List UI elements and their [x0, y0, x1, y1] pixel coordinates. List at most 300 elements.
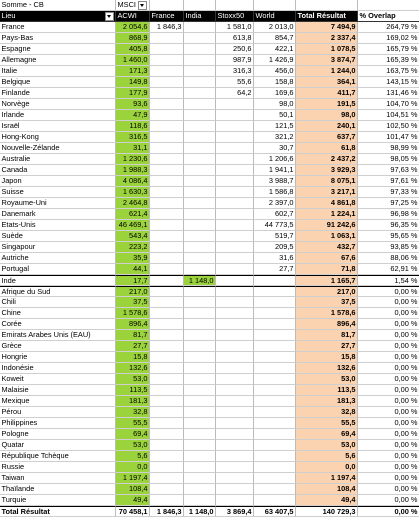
- cell-france[interactable]: [150, 352, 184, 363]
- cell-france[interactable]: [150, 55, 184, 66]
- cell-world[interactable]: [254, 363, 296, 374]
- cell-world[interactable]: 321,2: [254, 132, 296, 143]
- filter-dropdown-icon[interactable]: [105, 12, 114, 21]
- empty-cell[interactable]: [296, 0, 358, 11]
- cell-overlap[interactable]: 101,47 %: [358, 132, 419, 143]
- cell-india[interactable]: [184, 286, 216, 297]
- cell-total-resultat[interactable]: 217,0: [296, 286, 358, 297]
- cell-stoxx50[interactable]: [216, 143, 254, 154]
- cell-total-resultat[interactable]: 637,7: [296, 132, 358, 143]
- cell-lieu[interactable]: Corée: [0, 319, 116, 330]
- cell-india[interactable]: [184, 121, 216, 132]
- cell-india[interactable]: [184, 341, 216, 352]
- cell-acwi[interactable]: 405,8: [116, 44, 150, 55]
- cell-world[interactable]: 44 773,5: [254, 220, 296, 231]
- cell-india[interactable]: [184, 264, 216, 275]
- cell-lieu[interactable]: Suède: [0, 231, 116, 242]
- cell-acwi[interactable]: 31,1: [116, 143, 150, 154]
- cell-overlap[interactable]: 98,05 %: [358, 154, 419, 165]
- cell-lieu[interactable]: Australie: [0, 154, 116, 165]
- pivot-field-cell[interactable]: [116, 0, 150, 11]
- cell-total-resultat[interactable]: 1 244,0: [296, 66, 358, 77]
- cell-stoxx50[interactable]: 3 869,4: [216, 506, 254, 517]
- cell-france[interactable]: [150, 407, 184, 418]
- cell-france[interactable]: [150, 440, 184, 451]
- cell-india[interactable]: [184, 407, 216, 418]
- cell-lieu[interactable]: Emirats Arabes Unis (EAU): [0, 330, 116, 341]
- cell-india[interactable]: [184, 242, 216, 253]
- cell-india[interactable]: 1 148,0: [184, 506, 216, 517]
- cell-lieu[interactable]: Thaïlande: [0, 484, 116, 495]
- cell-stoxx50[interactable]: [216, 286, 254, 297]
- cell-overlap[interactable]: 0,00 %: [358, 407, 419, 418]
- cell-overlap[interactable]: 1,54 %: [358, 275, 419, 286]
- empty-cell[interactable]: [150, 0, 184, 11]
- header-acwi[interactable]: ACWI: [116, 11, 150, 22]
- cell-world[interactable]: 519,7: [254, 231, 296, 242]
- empty-cell[interactable]: [358, 0, 419, 11]
- cell-overlap[interactable]: 0,00 %: [358, 363, 419, 374]
- cell-acwi[interactable]: 896,4: [116, 319, 150, 330]
- cell-lieu[interactable]: Mexique: [0, 396, 116, 407]
- cell-overlap[interactable]: 264,79 %: [358, 22, 419, 33]
- cell-france[interactable]: [150, 374, 184, 385]
- cell-acwi[interactable]: 17,7: [116, 275, 150, 286]
- cell-acwi[interactable]: 177,9: [116, 88, 150, 99]
- cell-lieu[interactable]: Turquie: [0, 495, 116, 506]
- cell-lieu[interactable]: Autriche: [0, 253, 116, 264]
- cell-france[interactable]: [150, 308, 184, 319]
- cell-lieu[interactable]: Espagne: [0, 44, 116, 55]
- cell-france[interactable]: [150, 451, 184, 462]
- cell-total-resultat[interactable]: 15,8: [296, 352, 358, 363]
- cell-france[interactable]: [150, 154, 184, 165]
- cell-lieu[interactable]: République Tchèque: [0, 451, 116, 462]
- cell-france[interactable]: 1 846,3: [150, 506, 184, 517]
- cell-france[interactable]: [150, 341, 184, 352]
- cell-overlap[interactable]: 97,33 %: [358, 187, 419, 198]
- cell-overlap[interactable]: 0,00 %: [358, 286, 419, 297]
- cell-lieu[interactable]: Etats-Unis: [0, 220, 116, 231]
- cell-acwi[interactable]: 55,5: [116, 418, 150, 429]
- cell-world[interactable]: [254, 495, 296, 506]
- cell-total-resultat[interactable]: 32,8: [296, 407, 358, 418]
- cell-lieu[interactable]: Chili: [0, 297, 116, 308]
- cell-india[interactable]: [184, 319, 216, 330]
- cell-india[interactable]: [184, 132, 216, 143]
- cell-total-resultat[interactable]: 181,3: [296, 396, 358, 407]
- cell-stoxx50[interactable]: [216, 176, 254, 187]
- cell-total-resultat[interactable]: 67,6: [296, 253, 358, 264]
- cell-acwi[interactable]: 47,9: [116, 110, 150, 121]
- cell-stoxx50[interactable]: [216, 165, 254, 176]
- cell-france[interactable]: [150, 462, 184, 473]
- cell-total-resultat[interactable]: 432,7: [296, 242, 358, 253]
- cell-india[interactable]: [184, 308, 216, 319]
- cell-overlap[interactable]: 88,06 %: [358, 253, 419, 264]
- cell-world[interactable]: 422,1: [254, 44, 296, 55]
- empty-cell[interactable]: [254, 0, 296, 11]
- cell-overlap[interactable]: 0,00 %: [358, 374, 419, 385]
- cell-overlap[interactable]: 165,79 %: [358, 44, 419, 55]
- cell-overlap[interactable]: 97,25 %: [358, 198, 419, 209]
- header-india[interactable]: India: [184, 11, 216, 22]
- cell-india[interactable]: [184, 66, 216, 77]
- cell-overlap[interactable]: 0,00 %: [358, 352, 419, 363]
- cell-lieu[interactable]: Finlande: [0, 88, 116, 99]
- cell-stoxx50[interactable]: 316,3: [216, 66, 254, 77]
- cell-world[interactable]: [254, 484, 296, 495]
- cell-india[interactable]: [184, 462, 216, 473]
- cell-world[interactable]: [254, 319, 296, 330]
- cell-stoxx50[interactable]: [216, 253, 254, 264]
- cell-stoxx50[interactable]: [216, 209, 254, 220]
- cell-world[interactable]: [254, 297, 296, 308]
- header-lieu[interactable]: Lieu: [0, 11, 116, 22]
- cell-india[interactable]: [184, 396, 216, 407]
- cell-overlap[interactable]: 95,65 %: [358, 231, 419, 242]
- cell-total-resultat[interactable]: 1 165,7: [296, 275, 358, 286]
- cell-world[interactable]: 169,6: [254, 88, 296, 99]
- cell-total-resultat[interactable]: 896,4: [296, 319, 358, 330]
- cell-france[interactable]: [150, 473, 184, 484]
- cell-world[interactable]: [254, 440, 296, 451]
- cell-total-resultat[interactable]: 3 217,1: [296, 187, 358, 198]
- cell-world[interactable]: [254, 462, 296, 473]
- cell-stoxx50[interactable]: 64,2: [216, 88, 254, 99]
- header-stoxx50[interactable]: Stoxx50: [216, 11, 254, 22]
- cell-total-resultat[interactable]: 53,0: [296, 440, 358, 451]
- header-world[interactable]: World: [254, 11, 296, 22]
- cell-france[interactable]: [150, 77, 184, 88]
- cell-total-resultat[interactable]: 91 242,6: [296, 220, 358, 231]
- cell-acwi[interactable]: 171,3: [116, 66, 150, 77]
- cell-world[interactable]: [254, 352, 296, 363]
- cell-india[interactable]: [184, 440, 216, 451]
- cell-total-resultat[interactable]: 132,6: [296, 363, 358, 374]
- cell-india[interactable]: [184, 77, 216, 88]
- cell-france[interactable]: [150, 264, 184, 275]
- cell-stoxx50[interactable]: [216, 462, 254, 473]
- cell-total-resultat[interactable]: 1 224,1: [296, 209, 358, 220]
- cell-world[interactable]: 3 988,7: [254, 176, 296, 187]
- cell-lieu[interactable]: Hongrie: [0, 352, 116, 363]
- cell-lieu[interactable]: Belgique: [0, 77, 116, 88]
- cell-acwi[interactable]: 37,5: [116, 297, 150, 308]
- cell-india[interactable]: [184, 385, 216, 396]
- cell-acwi[interactable]: 1 578,6: [116, 308, 150, 319]
- cell-india[interactable]: [184, 418, 216, 429]
- cell-lieu[interactable]: Taiwan: [0, 473, 116, 484]
- cell-stoxx50[interactable]: [216, 374, 254, 385]
- cell-stoxx50[interactable]: [216, 330, 254, 341]
- cell-overlap[interactable]: 0,00 %: [358, 319, 419, 330]
- empty-cell[interactable]: [216, 0, 254, 11]
- cell-lieu[interactable]: Norvège: [0, 99, 116, 110]
- pivot-title[interactable]: Somme - CB: [0, 0, 116, 11]
- cell-france[interactable]: [150, 242, 184, 253]
- cell-lieu[interactable]: Suisse: [0, 187, 116, 198]
- cell-india[interactable]: [184, 330, 216, 341]
- cell-world[interactable]: [254, 385, 296, 396]
- cell-acwi[interactable]: 53,0: [116, 440, 150, 451]
- cell-stoxx50[interactable]: [216, 363, 254, 374]
- cell-acwi[interactable]: 2 054,6: [116, 22, 150, 33]
- cell-india[interactable]: [184, 429, 216, 440]
- cell-stoxx50[interactable]: [216, 297, 254, 308]
- cell-world[interactable]: 209,5: [254, 242, 296, 253]
- cell-stoxx50[interactable]: [216, 341, 254, 352]
- cell-total-resultat[interactable]: 71,8: [296, 264, 358, 275]
- cell-acwi[interactable]: 81,7: [116, 330, 150, 341]
- cell-france[interactable]: [150, 165, 184, 176]
- cell-overlap[interactable]: 0,00 %: [358, 308, 419, 319]
- cell-world[interactable]: 1 586,8: [254, 187, 296, 198]
- cell-stoxx50[interactable]: [216, 132, 254, 143]
- cell-france[interactable]: [150, 121, 184, 132]
- cell-india[interactable]: [184, 99, 216, 110]
- cell-total-resultat[interactable]: 0,0: [296, 462, 358, 473]
- cell-stoxx50[interactable]: [216, 319, 254, 330]
- cell-stoxx50[interactable]: [216, 264, 254, 275]
- cell-total-resultat[interactable]: 53,0: [296, 374, 358, 385]
- cell-lieu[interactable]: Pérou: [0, 407, 116, 418]
- cell-acwi[interactable]: 316,5: [116, 132, 150, 143]
- cell-india[interactable]: [184, 484, 216, 495]
- cell-world[interactable]: 1 426,9: [254, 55, 296, 66]
- cell-world[interactable]: 602,7: [254, 209, 296, 220]
- cell-france[interactable]: [150, 418, 184, 429]
- cell-india[interactable]: [184, 88, 216, 99]
- cell-lieu[interactable]: Philippines: [0, 418, 116, 429]
- cell-total-resultat[interactable]: 3 874,7: [296, 55, 358, 66]
- cell-acwi[interactable]: 32,8: [116, 407, 150, 418]
- cell-india[interactable]: [184, 495, 216, 506]
- cell-india[interactable]: [184, 110, 216, 121]
- cell-france[interactable]: [150, 220, 184, 231]
- cell-lieu[interactable]: Portugal: [0, 264, 116, 275]
- header-france[interactable]: France: [150, 11, 184, 22]
- cell-france[interactable]: [150, 33, 184, 44]
- cell-stoxx50[interactable]: [216, 385, 254, 396]
- cell-world[interactable]: 1 941,1: [254, 165, 296, 176]
- cell-stoxx50[interactable]: [216, 429, 254, 440]
- cell-acwi[interactable]: 149,8: [116, 77, 150, 88]
- cell-stoxx50[interactable]: [216, 220, 254, 231]
- cell-india[interactable]: [184, 187, 216, 198]
- cell-stoxx50[interactable]: 55,6: [216, 77, 254, 88]
- filter-dropdown-icon[interactable]: [138, 1, 147, 10]
- cell-total-resultat[interactable]: 3 929,3: [296, 165, 358, 176]
- cell-acwi[interactable]: 118,6: [116, 121, 150, 132]
- cell-lieu[interactable]: Royaume-Uni: [0, 198, 116, 209]
- cell-india[interactable]: [184, 209, 216, 220]
- cell-total-resultat[interactable]: 61,8: [296, 143, 358, 154]
- cell-lieu[interactable]: Pays-Bas: [0, 33, 116, 44]
- cell-india[interactable]: [184, 143, 216, 154]
- header-total-resultat[interactable]: Total Résultat: [296, 11, 358, 22]
- cell-france[interactable]: [150, 286, 184, 297]
- cell-world[interactable]: [254, 451, 296, 462]
- cell-world[interactable]: 158,8: [254, 77, 296, 88]
- cell-stoxx50[interactable]: [216, 484, 254, 495]
- cell-overlap[interactable]: 102,50 %: [358, 121, 419, 132]
- cell-france[interactable]: [150, 396, 184, 407]
- cell-france[interactable]: [150, 176, 184, 187]
- cell-india[interactable]: [184, 198, 216, 209]
- cell-india[interactable]: [184, 473, 216, 484]
- cell-world[interactable]: 2 397,0: [254, 198, 296, 209]
- cell-france[interactable]: [150, 363, 184, 374]
- cell-acwi[interactable]: 0,0: [116, 462, 150, 473]
- cell-france[interactable]: [150, 187, 184, 198]
- cell-stoxx50[interactable]: [216, 110, 254, 121]
- cell-france[interactable]: [150, 88, 184, 99]
- cell-overlap[interactable]: 0,00 %: [358, 297, 419, 308]
- cell-lieu[interactable]: Japon: [0, 176, 116, 187]
- cell-total-resultat[interactable]: 191,5: [296, 99, 358, 110]
- cell-overlap[interactable]: 96,35 %: [358, 220, 419, 231]
- cell-overlap[interactable]: 0,00 %: [358, 451, 419, 462]
- cell-total-resultat[interactable]: 7 494,9: [296, 22, 358, 33]
- cell-acwi[interactable]: 223,2: [116, 242, 150, 253]
- cell-total-resultat[interactable]: 98,0: [296, 110, 358, 121]
- cell-lieu[interactable]: Allemagne: [0, 55, 116, 66]
- cell-lieu[interactable]: Russie: [0, 462, 116, 473]
- cell-overlap[interactable]: 62,91 %: [358, 264, 419, 275]
- cell-lieu[interactable]: Danemark: [0, 209, 116, 220]
- cell-overlap[interactable]: 0,00 %: [358, 473, 419, 484]
- cell-france[interactable]: [150, 484, 184, 495]
- cell-overlap[interactable]: 0,00 %: [358, 396, 419, 407]
- cell-total-resultat[interactable]: 1 078,5: [296, 44, 358, 55]
- cell-acwi[interactable]: 70 458,1: [116, 506, 150, 517]
- cell-lieu[interactable]: Irlande: [0, 110, 116, 121]
- cell-overlap[interactable]: 165,39 %: [358, 55, 419, 66]
- cell-acwi[interactable]: 181,3: [116, 396, 150, 407]
- cell-total-resultat[interactable]: 140 729,3: [296, 506, 358, 517]
- cell-acwi[interactable]: 1 460,0: [116, 55, 150, 66]
- cell-france[interactable]: [150, 330, 184, 341]
- cell-acwi[interactable]: 53,0: [116, 374, 150, 385]
- cell-lieu[interactable]: France: [0, 22, 116, 33]
- cell-stoxx50[interactable]: [216, 275, 254, 286]
- cell-world[interactable]: [254, 407, 296, 418]
- cell-acwi[interactable]: 1 197,4: [116, 473, 150, 484]
- cell-total-resultat[interactable]: 27,7: [296, 341, 358, 352]
- cell-world[interactable]: 31,6: [254, 253, 296, 264]
- cell-world[interactable]: [254, 286, 296, 297]
- cell-stoxx50[interactable]: [216, 396, 254, 407]
- cell-total-resultat[interactable]: 49,4: [296, 495, 358, 506]
- cell-stoxx50[interactable]: [216, 308, 254, 319]
- cell-lieu[interactable]: Malaisie: [0, 385, 116, 396]
- cell-stoxx50[interactable]: [216, 154, 254, 165]
- cell-total-resultat[interactable]: 364,1: [296, 77, 358, 88]
- cell-stoxx50[interactable]: [216, 352, 254, 363]
- cell-lieu[interactable]: Inde: [0, 275, 116, 286]
- cell-india[interactable]: [184, 297, 216, 308]
- cell-acwi[interactable]: 35,9: [116, 253, 150, 264]
- cell-france[interactable]: [150, 385, 184, 396]
- cell-stoxx50[interactable]: [216, 418, 254, 429]
- cell-lieu[interactable]: Chine: [0, 308, 116, 319]
- cell-world[interactable]: [254, 473, 296, 484]
- cell-india[interactable]: [184, 374, 216, 385]
- cell-stoxx50[interactable]: 1 581,0: [216, 22, 254, 33]
- cell-lieu[interactable]: Total Résultat: [0, 506, 116, 517]
- cell-france[interactable]: [150, 99, 184, 110]
- cell-overlap[interactable]: 96,98 %: [358, 209, 419, 220]
- cell-acwi[interactable]: 217,0: [116, 286, 150, 297]
- cell-india[interactable]: [184, 55, 216, 66]
- cell-overlap[interactable]: 0,00 %: [358, 440, 419, 451]
- cell-total-resultat[interactable]: 411,7: [296, 88, 358, 99]
- cell-stoxx50[interactable]: 613,8: [216, 33, 254, 44]
- cell-world[interactable]: [254, 396, 296, 407]
- cell-india[interactable]: [184, 44, 216, 55]
- cell-stoxx50[interactable]: 250,6: [216, 44, 254, 55]
- cell-india[interactable]: [184, 165, 216, 176]
- cell-world[interactable]: 27,7: [254, 264, 296, 275]
- cell-france[interactable]: [150, 297, 184, 308]
- cell-world[interactable]: 50,1: [254, 110, 296, 121]
- cell-lieu[interactable]: Quatar: [0, 440, 116, 451]
- cell-france[interactable]: [150, 143, 184, 154]
- cell-world[interactable]: 121,5: [254, 121, 296, 132]
- cell-india[interactable]: [184, 176, 216, 187]
- cell-world[interactable]: [254, 374, 296, 385]
- cell-lieu[interactable]: Singapour: [0, 242, 116, 253]
- cell-total-resultat[interactable]: 2 337,4: [296, 33, 358, 44]
- cell-total-resultat[interactable]: 69,4: [296, 429, 358, 440]
- cell-overlap[interactable]: 104,51 %: [358, 110, 419, 121]
- cell-world[interactable]: [254, 429, 296, 440]
- cell-total-resultat[interactable]: 108,4: [296, 484, 358, 495]
- cell-total-resultat[interactable]: 1 578,6: [296, 308, 358, 319]
- cell-lieu[interactable]: Italie: [0, 66, 116, 77]
- cell-france[interactable]: [150, 253, 184, 264]
- cell-world[interactable]: [254, 275, 296, 286]
- cell-overlap[interactable]: 0,00 %: [358, 462, 419, 473]
- cell-stoxx50[interactable]: [216, 99, 254, 110]
- cell-total-resultat[interactable]: 81,7: [296, 330, 358, 341]
- cell-overlap[interactable]: 98,99 %: [358, 143, 419, 154]
- cell-stoxx50[interactable]: [216, 440, 254, 451]
- cell-stoxx50[interactable]: [216, 231, 254, 242]
- cell-stoxx50[interactable]: [216, 495, 254, 506]
- cell-acwi[interactable]: 4 086,4: [116, 176, 150, 187]
- cell-overlap[interactable]: 0,00 %: [358, 429, 419, 440]
- cell-acwi[interactable]: 46 469,1: [116, 220, 150, 231]
- cell-france[interactable]: [150, 319, 184, 330]
- cell-overlap[interactable]: 104,70 %: [358, 99, 419, 110]
- cell-total-resultat[interactable]: 1 063,1: [296, 231, 358, 242]
- cell-india[interactable]: 1 148,0: [184, 275, 216, 286]
- cell-lieu[interactable]: Pologne: [0, 429, 116, 440]
- cell-stoxx50[interactable]: [216, 451, 254, 462]
- cell-acwi[interactable]: 1 988,3: [116, 165, 150, 176]
- cell-france[interactable]: [150, 110, 184, 121]
- cell-stoxx50[interactable]: [216, 121, 254, 132]
- cell-world[interactable]: [254, 341, 296, 352]
- cell-world[interactable]: [254, 308, 296, 319]
- cell-world[interactable]: [254, 418, 296, 429]
- cell-acwi[interactable]: 132,6: [116, 363, 150, 374]
- cell-stoxx50[interactable]: [216, 407, 254, 418]
- cell-overlap[interactable]: 0,00 %: [358, 484, 419, 495]
- cell-india[interactable]: [184, 33, 216, 44]
